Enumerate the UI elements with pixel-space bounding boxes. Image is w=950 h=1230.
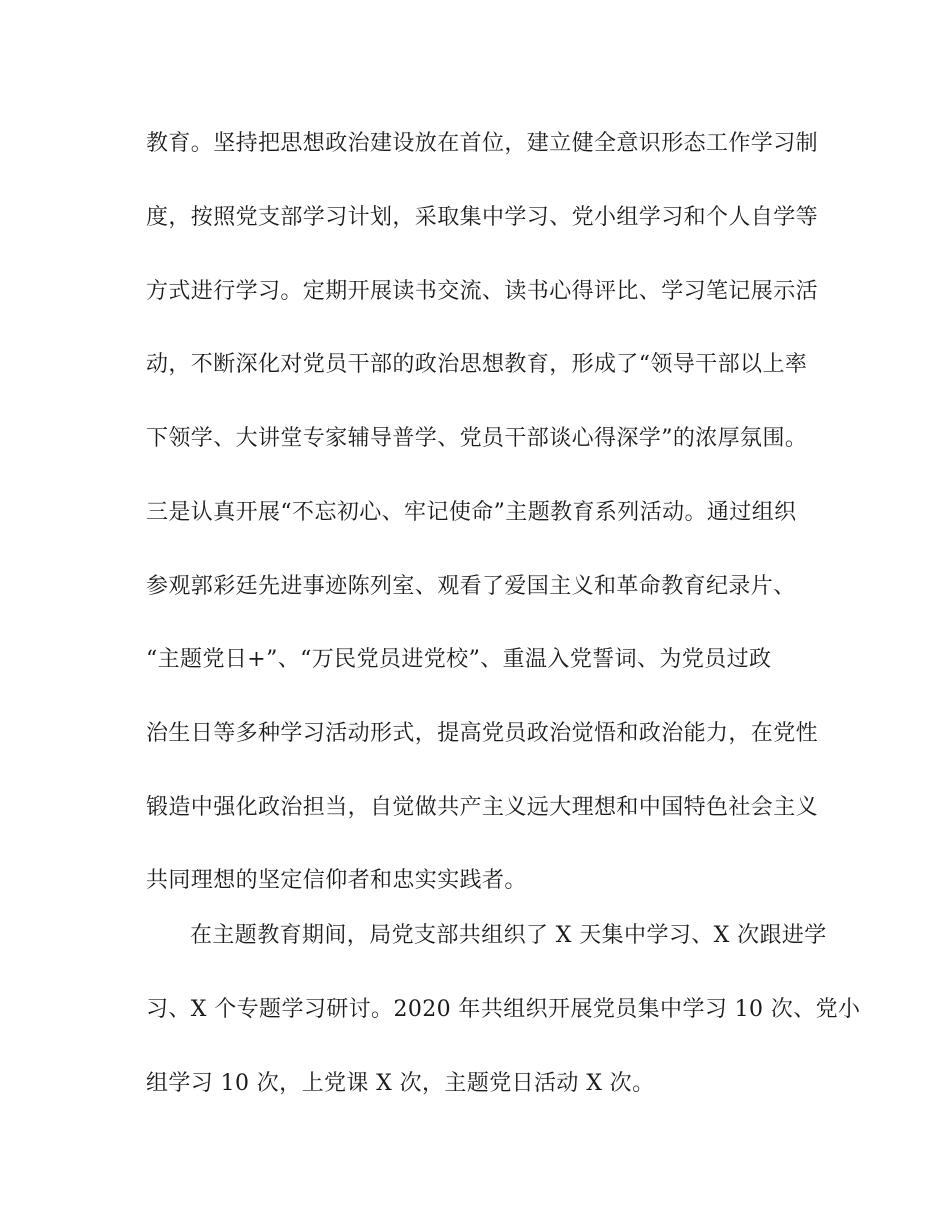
body-text-line: “主题党日+”、“万民党员进党校”、重温入党誓词、为党员过政 [146, 647, 772, 672]
body-text-line: 三是认真开展“不忘初心、牢记使命”主题教育系列活动。通过组织 [146, 500, 797, 525]
body-text-line: 教育。坚持把思想政治建设放在首位，建立健全意识形态工作学习制 [146, 131, 819, 156]
body-text-line: 方式进行学习。定期开展读书交流、读书心得评比、学习笔记展示活 [146, 279, 819, 304]
body-text-line: 治生日等多种学习活动形式，提高党员政治觉悟和政治能力，在党性 [146, 721, 819, 746]
body-text-line: 习、X 个专题学习研讨。2020 年共组织开展党员集中学习 10 次、党小 [146, 997, 861, 1022]
body-text-line: 参观郭彩廷先进事迹陈列室、观看了爱国主义和革命教育纪录片、 [146, 574, 796, 599]
body-text-line: 下领学、大讲堂专家辅导普学、党员干部谈心得深学”的浓厚氛围。 [146, 426, 808, 451]
body-text-line: 组学习 10 次，上党课 X 次，主题党日活动 X 次。 [146, 1071, 655, 1096]
body-text-line: 度，按照党支部学习计划，采取集中学习、党小组学习和个人自学等 [146, 205, 819, 230]
body-text-line: 锻造中强化政治担当，自觉做共产主义远大理想和中国特色社会主义 [146, 795, 819, 820]
body-text-line: 共同理想的坚定信仰者和忠实实践者。 [146, 868, 527, 893]
paragraph-first-line: 在主题教育期间，局党支部共组织了 X 天集中学习、X 次跟进学 [190, 923, 827, 948]
body-text-line: 动，不断深化对党员干部的政治思想教育，形成了“领导干部以上率 [146, 352, 808, 377]
